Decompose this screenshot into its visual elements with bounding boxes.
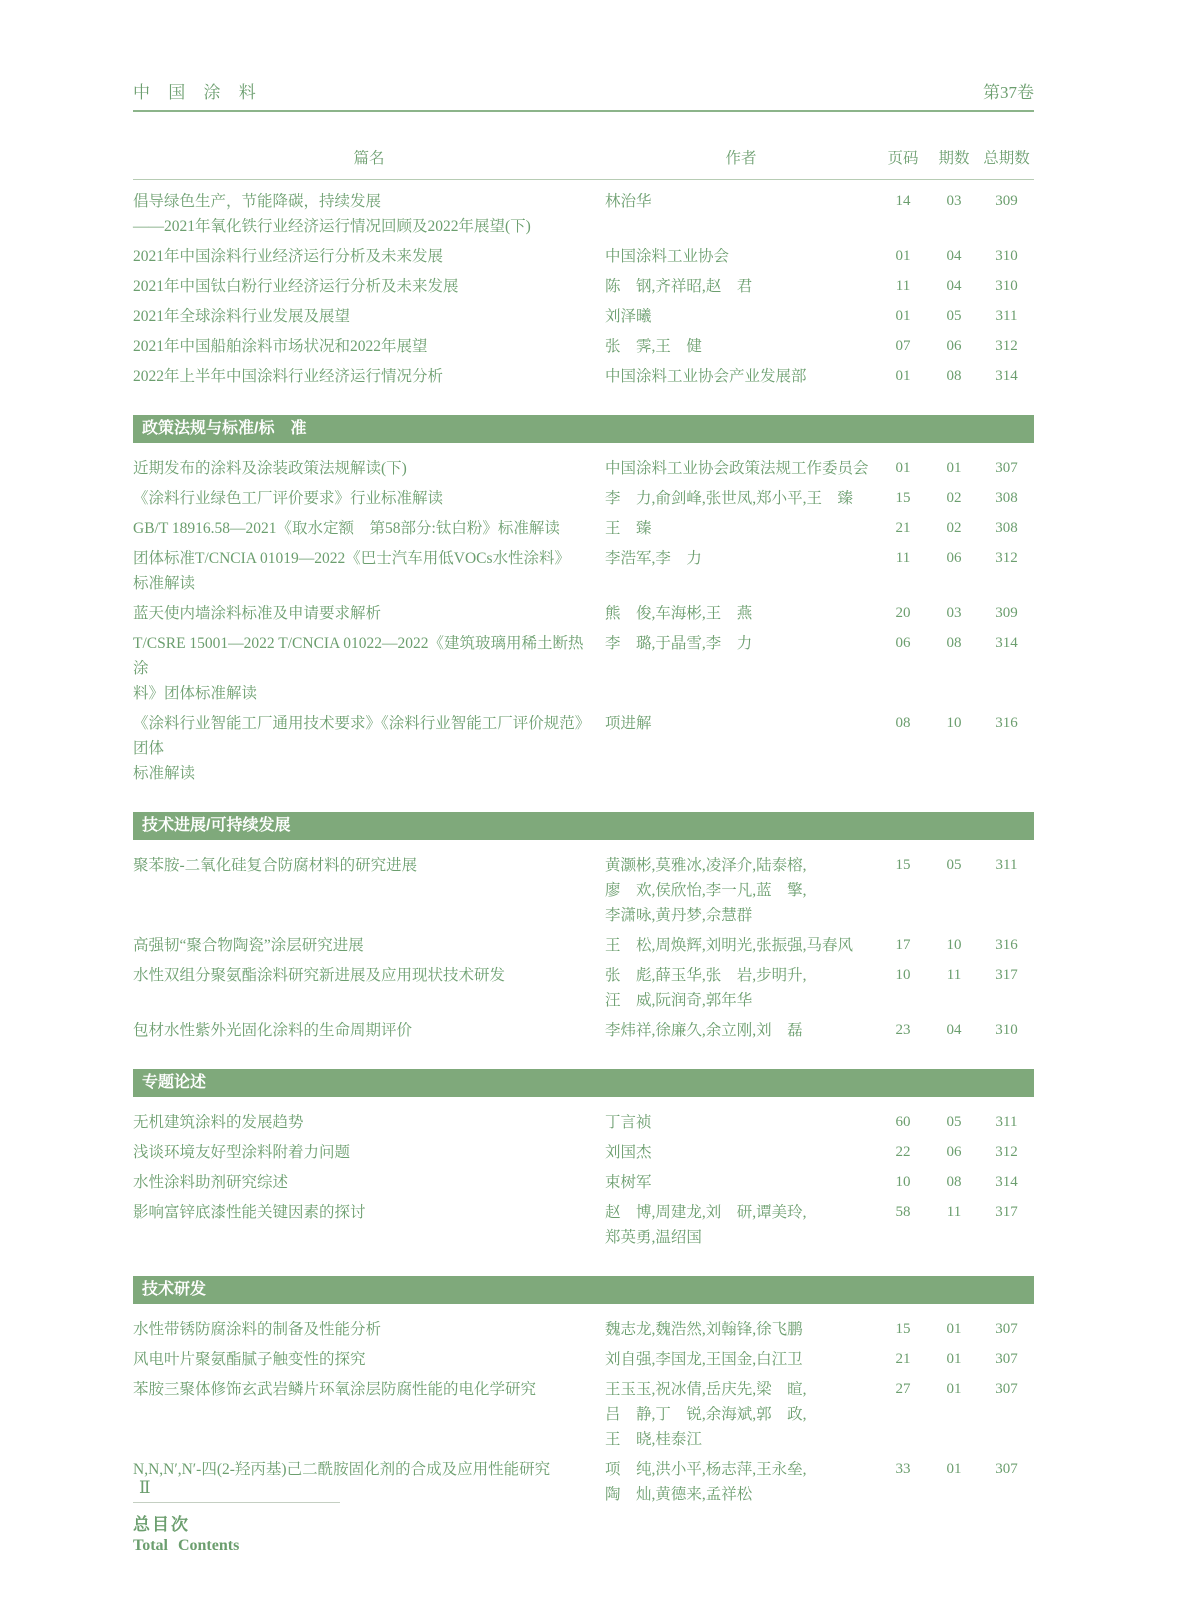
article-title-line: 蓝天使内墙涂料标准及申请要求解析 (133, 605, 382, 622)
article-author-line: 林治华 (605, 193, 652, 210)
article-title-line: 2022年上半年中国涂料行业经济运行情况分析 (133, 368, 444, 385)
article-title-line: 苯胺三聚体修饰玄武岩鳞片环氧涂层防腐性能的电化学研究 (133, 1381, 537, 1398)
article-title-line: 聚苯胺-二氧化硅复合防腐材料的研究进展 (133, 857, 418, 874)
column-header-author: 作者 (725, 150, 757, 167)
article-authors (605, 1457, 877, 1507)
article-title (133, 933, 605, 958)
article-authors (605, 1018, 877, 1043)
total-issue-number: 314 (995, 635, 1018, 651)
article-title (133, 711, 605, 786)
article-title (133, 244, 605, 269)
issue-number: 08 (946, 635, 962, 651)
total-issue-number: 308 (995, 520, 1018, 536)
article-title (133, 601, 605, 626)
article-title (133, 546, 605, 596)
toc-row (133, 334, 1034, 359)
article-author-line: 张 霁,王 健 (605, 338, 702, 355)
article-author-line: 中国涂料工业协会产业发展部 (605, 368, 807, 385)
section-header: 技术研发 (133, 1276, 1034, 1304)
article-author-line: 汪 威,阮润奇,郭年华 (605, 992, 753, 1009)
article-title-line: 2021年中国涂料行业经济运行分析及未来发展 (133, 248, 444, 265)
issue-number: 05 (946, 1114, 962, 1130)
article-title-line: 2021年中国钛白粉行业经济运行分析及未来发展 (133, 278, 459, 295)
page-number: 23 (895, 1022, 911, 1038)
toc-row (133, 963, 1034, 1013)
article-title-line: 水性涂料助剂研究综述 (133, 1174, 289, 1191)
article-author-line: 吕 静,丁 锐,余海斌,郭 政, (605, 1406, 807, 1423)
article-title-line: ——2021年氧化铁行业经济运行情况回顾及2022年展望(下) (133, 218, 531, 235)
page-number: 01 (895, 460, 911, 476)
article-authors (605, 516, 877, 541)
total-issue-number: 312 (995, 338, 1018, 354)
article-author-line: 中国涂料工业协会 (605, 248, 730, 265)
total-issue-number: 310 (995, 1022, 1018, 1038)
page-number: 11 (895, 550, 911, 566)
article-title (133, 364, 605, 389)
page-footer (133, 1478, 393, 1555)
article-author-line: 王 松,周焕辉,刘明光,张振强,马春风 (605, 937, 854, 954)
article-title (133, 1170, 605, 1195)
article-authors (605, 933, 877, 958)
toc-row (133, 1018, 1034, 1043)
column-header-title: 篇名 (353, 150, 385, 167)
total-issue-number: 312 (995, 550, 1018, 566)
issue-number: 11 (946, 1204, 962, 1220)
page-number: 10 (895, 967, 911, 983)
toc-row (133, 1347, 1034, 1372)
article-authors (605, 189, 877, 239)
article-author-line: 陶 灿,黄德来,孟祥松 (605, 1486, 753, 1503)
total-issue-number: 309 (995, 193, 1018, 209)
issue-number: 01 (946, 1321, 962, 1337)
article-title (133, 516, 605, 541)
article-author-line: 束树军 (605, 1174, 652, 1191)
total-issue-number: 307 (995, 1321, 1018, 1337)
toc-page (133, 78, 1034, 1512)
footer-label-cn: 总目次 (133, 1515, 190, 1534)
article-authors (605, 334, 877, 359)
article-author-line: 王玉玉,祝冰倩,岳庆先,梁 暄, (605, 1381, 807, 1398)
total-issue-number: 307 (995, 460, 1018, 476)
issue-number: 01 (946, 1461, 962, 1477)
total-issue-number: 316 (995, 715, 1018, 731)
masthead (133, 78, 1034, 112)
footer-label-en: Total Contents (133, 1537, 240, 1554)
article-author-line: 王 臻 (605, 520, 652, 537)
article-author-line: 郑英勇,温绍国 (605, 1229, 702, 1246)
page-number: 11 (895, 278, 911, 294)
article-title-line: 高强韧“聚合物陶瓷”涂层研究进展 (133, 937, 364, 954)
article-title-line: 2021年全球涂料行业发展及展望 (133, 308, 351, 325)
page-number: 20 (895, 605, 911, 621)
total-issue-number: 314 (995, 1174, 1018, 1190)
page-number: 10 (895, 1174, 911, 1190)
toc-row (133, 711, 1034, 786)
table-header (133, 146, 1034, 180)
article-authors (605, 1170, 877, 1195)
article-title-line: 无机建筑涂料的发展趋势 (133, 1114, 304, 1131)
article-authors (605, 1347, 877, 1372)
toc-row (133, 189, 1034, 239)
page-number: 58 (895, 1204, 911, 1220)
total-issue-number: 310 (995, 278, 1018, 294)
article-title-line: 团体标准T/CNCIA 01019—2022《巴士汽车用低VOCs水性涂料》 (133, 550, 571, 567)
issue-number: 02 (946, 520, 962, 536)
article-author-line: 熊 俊,车海彬,王 燕 (605, 605, 753, 622)
article-title-line: 倡导绿色生产，节能降碳，持续发展 (133, 193, 382, 210)
issue-number: 04 (946, 1022, 962, 1038)
issue-number: 06 (946, 550, 962, 566)
page-number: 01 (895, 368, 911, 384)
article-authors (605, 1140, 877, 1165)
article-title-line: N,N,N′,N′-四(2-羟丙基)己二酰胺固化剂的合成及应用性能研究 (133, 1461, 551, 1478)
total-issue-number: 310 (995, 248, 1018, 264)
article-title-line: 浅谈环境友好型涂料附着力问题 (133, 1144, 351, 1161)
page-number: 01 (895, 248, 911, 264)
article-author-line: 魏志龙,魏浩然,刘翰锋,徐飞鹏 (605, 1321, 803, 1338)
article-author-line: 李 璐,于晶雪,李 力 (605, 635, 753, 652)
article-author-line: 陈 钢,齐祥昭,赵 君 (605, 278, 753, 295)
page-number: 08 (895, 715, 911, 731)
column-header-issue: 期数 (938, 150, 970, 167)
article-author-line: 项进解 (605, 715, 652, 732)
article-authors (605, 244, 877, 269)
article-title (133, 274, 605, 299)
article-title-line: T/CSRE 15001—2022 T/CNCIA 01022—2022《建筑玻璃用稀土断热涂 (133, 635, 584, 677)
issue-number: 08 (946, 1174, 962, 1190)
article-author-line: 中国涂料工业协会政策法规工作委员会 (605, 460, 869, 477)
article-authors (605, 601, 877, 626)
folio-page-number: Ⅱ (139, 1478, 151, 1497)
issue-number: 04 (946, 248, 962, 264)
article-title (133, 486, 605, 511)
article-authors (605, 711, 877, 786)
article-title (133, 1018, 605, 1043)
toc-body (133, 180, 1034, 1507)
volume-number: 第37卷 (983, 83, 1034, 102)
article-authors (605, 1377, 877, 1452)
article-authors (605, 546, 877, 596)
article-title (133, 1110, 605, 1135)
article-title (133, 189, 605, 239)
section-header: 政策法规与标准/标 准 (133, 415, 1034, 443)
article-title (133, 456, 605, 481)
toc-row (133, 1377, 1034, 1452)
article-author-line: 李浩军,李 力 (605, 550, 702, 567)
page-number: 15 (895, 857, 911, 873)
article-author-line: 张 彪,薛玉华,张 岩,步明升, (605, 967, 807, 984)
footer-rule (133, 1502, 340, 1503)
article-title (133, 304, 605, 329)
article-author-line: 刘泽曦 (605, 308, 652, 325)
page-number: 01 (895, 308, 911, 324)
article-authors (605, 304, 877, 329)
toc-row (133, 516, 1034, 541)
column-header-total: 总期数 (983, 150, 1030, 167)
article-title-line: 料》团体标准解读 (133, 685, 258, 702)
toc-row (133, 364, 1034, 389)
article-author-line: 丁言祯 (605, 1114, 652, 1131)
issue-number: 03 (946, 193, 962, 209)
article-title (133, 853, 605, 928)
article-author-line: 王 晓,桂泰江 (605, 1431, 702, 1448)
issue-number: 06 (946, 1144, 962, 1160)
page-number: 17 (895, 937, 911, 953)
toc-row (133, 274, 1034, 299)
issue-number: 02 (946, 490, 962, 506)
article-title-line: GB/T 18916.58—2021《取水定额 第58部分:钛白粉》标准解读 (133, 520, 560, 537)
article-title (133, 631, 605, 706)
journal-name: 中 国 涂 料 (133, 83, 263, 102)
article-authors (605, 364, 877, 389)
total-issue-number: 311 (995, 857, 1018, 873)
toc-row (133, 853, 1034, 928)
article-authors (605, 274, 877, 299)
column-header-page: 页码 (887, 150, 919, 167)
article-title-line: 水性带锈防腐涂料的制备及性能分析 (133, 1321, 382, 1338)
article-authors (605, 631, 877, 706)
article-author-line: 李炜祥,徐廉久,余立刚,刘 磊 (605, 1022, 803, 1039)
article-title-line: 《涂料行业绿色工厂评价要求》行业标准解读 (133, 490, 444, 507)
total-issue-number: 312 (995, 1144, 1018, 1160)
toc-row (133, 1317, 1034, 1342)
total-issue-number: 311 (995, 1114, 1018, 1130)
article-author-line: 赵 博,周建龙,刘 研,谭美玲, (605, 1204, 807, 1221)
article-authors (605, 456, 877, 481)
page-number: 60 (895, 1114, 911, 1130)
page-number: 14 (895, 193, 911, 209)
toc-row (133, 546, 1034, 596)
article-author-line: 刘自强,李国龙,王国金,白江卫 (605, 1351, 803, 1368)
article-title-line: 包材水性紫外光固化涂料的生命周期评价 (133, 1022, 413, 1039)
article-authors (605, 486, 877, 511)
issue-number: 11 (946, 967, 962, 983)
total-issue-number: 309 (995, 605, 1018, 621)
article-title-line: 风电叶片聚氨酯腻子触变性的探究 (133, 1351, 366, 1368)
toc-row (133, 244, 1034, 269)
issue-number: 06 (946, 338, 962, 354)
article-author-line: 刘国杰 (605, 1144, 652, 1161)
total-issue-number: 307 (995, 1351, 1018, 1367)
article-authors (605, 1317, 877, 1342)
page-number: 07 (895, 338, 911, 354)
total-issue-number: 308 (995, 490, 1018, 506)
total-issue-number: 307 (995, 1381, 1018, 1397)
total-issue-number: 316 (995, 937, 1018, 953)
article-author-line: 李潇咏,黄丹梦,佘慧群 (605, 907, 753, 924)
toc-row (133, 456, 1034, 481)
article-author-line: 廖 欢,侯欣怡,李一凡,蓝 擎, (605, 882, 807, 899)
article-title (133, 1140, 605, 1165)
article-title-line: 标准解读 (133, 765, 196, 782)
page-number: 33 (895, 1461, 911, 1477)
toc-row (133, 1200, 1034, 1250)
article-title-line: 标准解读 (133, 575, 196, 592)
issue-number: 01 (946, 460, 962, 476)
page-number: 27 (895, 1381, 911, 1397)
article-author-line: 黄灏彬,莫雅冰,凌泽介,陆泰榕, (605, 857, 807, 874)
toc-row (133, 933, 1034, 958)
toc-row (133, 486, 1034, 511)
article-title (133, 1347, 605, 1372)
page-number: 15 (895, 490, 911, 506)
article-title (133, 1377, 605, 1452)
article-authors (605, 853, 877, 928)
page-number: 06 (895, 635, 911, 651)
article-title (133, 963, 605, 1013)
toc-row (133, 1110, 1034, 1135)
total-issue-number: 314 (995, 368, 1018, 384)
issue-number: 03 (946, 605, 962, 621)
toc-row (133, 601, 1034, 626)
article-authors (605, 963, 877, 1013)
page-number: 21 (895, 1351, 911, 1367)
total-issue-number: 317 (995, 967, 1018, 983)
issue-number: 01 (946, 1381, 962, 1397)
page-number: 22 (895, 1144, 911, 1160)
total-issue-number: 311 (995, 308, 1018, 324)
total-issue-number: 317 (995, 1204, 1018, 1220)
toc-row (133, 1140, 1034, 1165)
article-authors (605, 1110, 877, 1135)
article-title (133, 334, 605, 359)
article-title-line: 水性双组分聚氨酯涂料研究新进展及应用现状技术研发 (133, 967, 506, 984)
article-author-line: 李 力,俞剑峰,张世凤,郑小平,王 臻 (605, 490, 854, 507)
issue-number: 05 (946, 308, 962, 324)
article-authors (605, 1200, 877, 1250)
article-title-line: 2021年中国船舶涂料市场状况和2022年展望 (133, 338, 428, 355)
issue-number: 10 (946, 715, 962, 731)
issue-number: 08 (946, 368, 962, 384)
page-number: 15 (895, 1321, 911, 1337)
toc-row (133, 631, 1034, 706)
article-author-line: 项 纯,洪小平,杨志萍,王永垒, (605, 1461, 807, 1478)
total-issue-number: 307 (995, 1461, 1018, 1477)
issue-number: 10 (946, 937, 962, 953)
page-number: 21 (895, 520, 911, 536)
section-header: 技术进展/可持续发展 (133, 812, 1034, 840)
article-title-line: 影响富锌底漆性能关键因素的探讨 (133, 1204, 366, 1221)
toc-row (133, 1170, 1034, 1195)
article-title (133, 1317, 605, 1342)
issue-number: 05 (946, 857, 962, 873)
toc-row (133, 304, 1034, 329)
section-header: 专题论述 (133, 1069, 1034, 1097)
article-title-line: 《涂料行业智能工厂通用技术要求》《涂料行业智能工厂评价规范》团体 (133, 715, 591, 757)
issue-number: 04 (946, 278, 962, 294)
issue-number: 01 (946, 1351, 962, 1367)
article-title-line: 近期发布的涂料及涂装政策法规解读(下) (133, 460, 407, 477)
article-title (133, 1200, 605, 1250)
